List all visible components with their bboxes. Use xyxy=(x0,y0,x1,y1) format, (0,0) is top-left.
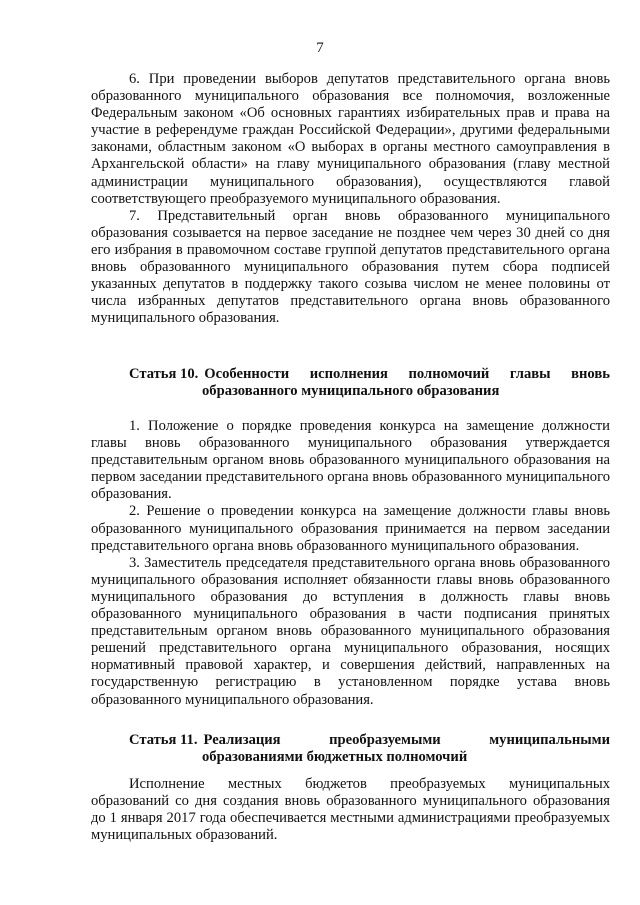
article-11-title-line2: образованиями бюджетных полномочий xyxy=(202,749,468,766)
article-11-paragraph-1: Исполнение местных бюджетов преобразуемых муниципальных образований со дня создания вновь образованного муниципального образования до 1 января 2017 года обеспечивается местными администрациями преобразуемых муниципальных образований. xyxy=(91,776,610,844)
article-10-heading xyxy=(91,366,610,400)
paragraph-7: 7. Представительный орган вновь образованного муниципального образования созывается на первое заседание не позднее чем через 30 дней со дня его избрания в правомочном составе группой депутатов представительного органа вновь образованного муниципального образования путем сбора подписей указанных депутатов в поддержку такого созыва числом не менее половины от числа избранных депутатов представительного органа вновь образованного муниципального образования. xyxy=(91,207,610,327)
article-10-title-line2: образованного муниципального образования xyxy=(202,383,500,400)
paragraph-6: 6. При проведении выборов депутатов представительного органа вновь образованного муниципального образования все полномочия, возложенные Федеральным законом «Об основных гарантиях избирательных прав и права на участие в референдуме граждан Российской Федерации», другими федеральными законами, областным законом «О выборах в органы местного самоуправления в Архангельской области» на главу муниципального образования (главу местной администрации муниципального образования), осуществляются главой соответствующего преобразуемого муниципального образования. xyxy=(91,71,610,207)
article-11-title-word: преобразуемыми xyxy=(329,732,441,748)
article-10-title-line1 xyxy=(204,366,610,383)
article-11-heading xyxy=(91,732,610,766)
article-11-label: Статья 11. xyxy=(129,732,198,748)
page-number: 7 xyxy=(316,40,324,56)
article-10-body xyxy=(91,418,610,709)
article-11-title-word: Реализация xyxy=(203,732,281,748)
article-10-title-word: главы xyxy=(509,366,551,382)
article-10-title-word: Особенности xyxy=(204,366,290,382)
article-11-body xyxy=(91,776,610,844)
article-9-continuation xyxy=(91,71,610,327)
article-10-label: Статья 10. xyxy=(129,366,199,382)
article-10-title-word: вновь xyxy=(571,366,610,382)
article-11-title-line1 xyxy=(203,732,610,749)
article-10-paragraph-3: 3. Заместитель председателя представительного органа вновь образованного муниципального образования исполняет обязанности главы вновь образованного муниципального образования до вступления в должность главы вновь образованного муниципального образования в части подписания принятых представительным органом вновь образованного муниципального образования решений представительного органа муниципального образования, носящих нормативный правовой характер, и совершения действий, направленных на государственную регистрацию в установленном порядке устава вновь образованного муниципального образования. xyxy=(91,554,610,708)
article-10-title-word: исполнения xyxy=(309,366,388,382)
article-11-title-word: муниципальными xyxy=(489,732,610,748)
article-10-title-word: полномочий xyxy=(408,366,490,382)
article-10-paragraph-1: 1. Положение о порядке проведения конкурса на замещение должности главы вновь образованного муниципального образования утверждается представительным органом вновь образованного муниципального образования на первом заседании представительного органа вновь образованного муниципального образования. xyxy=(91,418,610,503)
article-10-paragraph-2: 2. Решение о проведении конкурса на замещение должности главы вновь образованного муниципального образования принимается на первом заседании представительного органа вновь образованного муниципального образования. xyxy=(91,503,610,554)
